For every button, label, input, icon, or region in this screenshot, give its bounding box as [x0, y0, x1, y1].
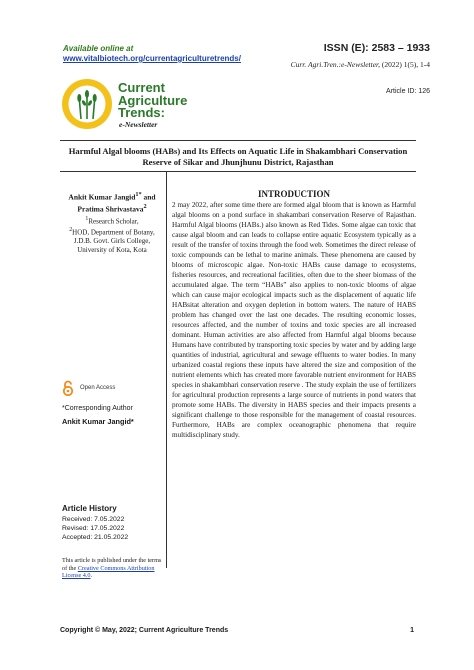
brand-line-1: Current: [118, 80, 165, 95]
open-access-icon: [62, 380, 74, 396]
affiliation-2: HOD, Department of Botany,: [72, 228, 155, 237]
author-list: [62, 190, 162, 213]
article-id: Article ID: 126: [386, 88, 430, 95]
journal-url-link[interactable]: www.vitalbiotech.org/currentagriculturetrends/: [63, 54, 241, 63]
issn: ISSN (E): 2583 – 1933: [323, 42, 430, 54]
aff-1-sup: 1: [85, 216, 89, 222]
accepted-date: Accepted: 21.05.2022: [62, 534, 129, 541]
brand-line-2: Agriculture: [118, 92, 188, 108]
footer-copyright: Copyright © May, 2022; Current Agriculture Trends: [60, 627, 229, 634]
revised-date: Revised: 17.05.2022: [62, 525, 125, 532]
journal-logo-icon: [60, 77, 114, 131]
citation: [291, 60, 430, 69]
title-top-rule: [60, 140, 416, 141]
corresponding-author-label: *Corresponding Author: [62, 405, 133, 412]
aff-2-sup: 2: [69, 227, 73, 234]
article-title: Harmful Algal blooms (HABs) and Its Effects on Aquatic Life in Shakambhari Conservation Reserve of Sikar and Jhunjhunu District, Rajasthan: [68, 146, 408, 167]
author-2-sup: 2: [143, 202, 147, 210]
availability-block: [63, 44, 241, 64]
article-history-title: Article History: [62, 504, 117, 513]
affiliation-4: University of Kota, Kota: [77, 246, 147, 255]
author-and: and: [143, 192, 156, 202]
column-divider: [166, 171, 167, 568]
open-access-label: Open Access: [80, 385, 116, 391]
received-date: Received: 7.05.2022: [62, 516, 125, 523]
corresponding-author-name: Ankit Kumar Jangid*: [62, 417, 134, 426]
license-note: [62, 557, 164, 580]
license-pre: This article is published under the terms of the: [62, 557, 162, 572]
article-history: [62, 515, 128, 542]
author-1-sup: 1*: [135, 191, 142, 198]
introduction-body: 2 may 2022, after some time there are formed algal bloom that is known as Harmful algal blooms on a pond surface in shakambari conservation Reserve of Rajasthan. Harmful Algal blooms (HABs.) also known as Red Tides. Some algae can toxic that cause algal bloom and can leads to collapse entire aquatic Ecosystem typically as a result of the transfer of toxins through the food web. Sometimes the direct release of toxic compounds can be lethal to marine animals. These phenomena are caused by blooms of microscopic algae. Non-toxic HABs cause damage to ecosystems, fisheries resources, and recreational facilities, often due to the sheer biomass of the accumulated algae. The term “HABs” also applies to non-toxic blooms of algae which can cause major ecological impacts such as the displacement of aquatic life HABsitat alteration and oxygen depletion in bottom waters. The nature of HABS problem has changed over the last one decades. The resulting economic losses, resources affected, and the number of toxins and toxic species are all increased dominant. Human activities are also affected from Harmful algal blooms because Humans have contributed by transporting toxic species by water and by adding large quantities of industrial, agricultural and sewage effluents to water bodies. In many urbanized coastal regions these inputs have altered the size and composition of the nutrient elements which has created more favorable nutrient environment for HABS species in shakambhari conservation reserve . The study explain the use of fertilizers for agricultural production represents a large source of nutrients in pond waters that promote some HABs. The diversity in HABS species and their impacts presents a significant challenge to those responsible for the management of coastal resources. Furthermore, HABs are complex oceanographic phenomena that require multidisciplinary study.: [172, 201, 416, 439]
brand-line-3: Trends:: [118, 105, 165, 120]
title-bottom-rule: [60, 171, 416, 172]
author-2: Pratima Shrivastava: [77, 204, 144, 213]
introduction-heading: INTRODUCTION: [257, 189, 330, 199]
license-post: .: [90, 572, 93, 579]
affiliation-3: J.D.B. Govt. Girls College,: [73, 237, 151, 246]
journal-brand: [118, 82, 187, 120]
citation-rest: (2022) 1(5), 1-4: [381, 60, 430, 69]
license-link[interactable]: Creative Commons Attribution License 4.0: [62, 564, 155, 579]
affiliations: [62, 215, 162, 255]
available-online-label: Available online at: [63, 44, 134, 53]
page-number: 1: [410, 627, 414, 634]
brand-subtitle: e-Newsletter: [119, 120, 158, 129]
citation-journal: Curr. Agri.Tren.:e-Newsletter,: [290, 60, 380, 69]
affiliation-1: Research Scholar,: [88, 217, 139, 226]
author-1: Ankit Kumar Jangid: [68, 192, 136, 202]
